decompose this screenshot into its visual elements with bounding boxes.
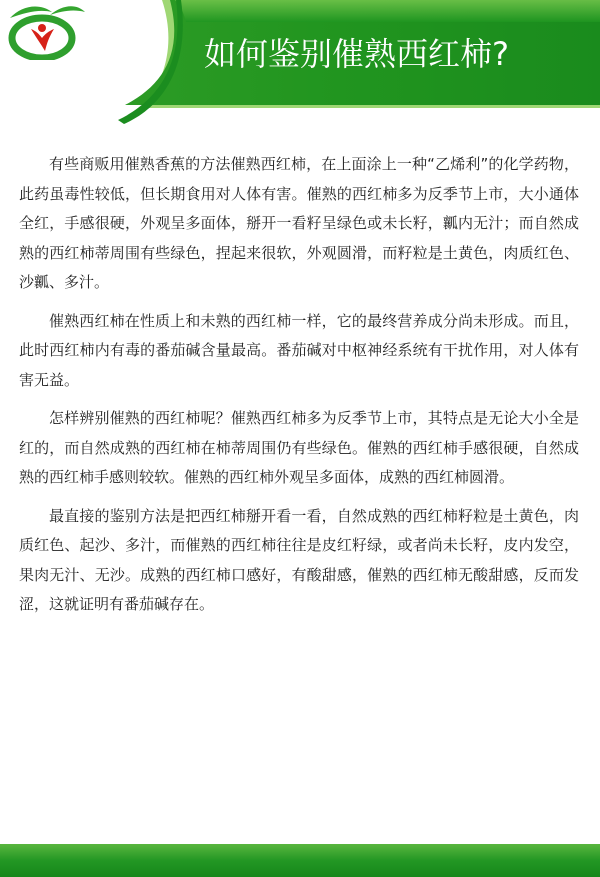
header-highlight	[175, 0, 600, 22]
article-paragraph: 怎样辨别催熟的西红柿呢？催熟西红柿多为反季节上市，其特点是无论大小全是红的，而自然成熟的西红柿在柿蒂周围仍有些绿色。催熟的西红柿手感很硬，自然成熟的西红柿手感则较软。催熟的西红柿外观呈多面体，成熟的西红柿圆滑。	[19, 409, 579, 486]
footer-bar	[0, 844, 600, 877]
article-body	[19, 150, 579, 629]
tomato-leaf-logo-icon	[0, 0, 90, 60]
header-banner	[0, 0, 600, 128]
article-paragraph: 最直接的鉴别方法是把西红柿掰开看一看，自然成熟的西红柿籽粒是土黄色，肉质红色、起沙、多汁，而催熟的西红柿往往是皮红籽绿，或者尚未长籽，皮内发空，果肉无汁、无沙。成熟的西红柿口感好，有酸甜感，催熟的西红柿无酸甜感，反而发涩，这就证明有番茄碱存在。	[19, 506, 579, 613]
page-title: 如何鉴别催熟西红柿?	[204, 35, 509, 73]
article-paragraph: 催熟西红柿在性质上和未熟的西红柿一样，它的最终营养成分尚未形成。而且，此时西红柿内有毒的番茄碱含量最高。番茄碱对中枢神经系统有干扰作用，对人体有害无益。	[19, 311, 579, 389]
article-paragraph: 有些商贩用催熟香蕉的方法催熟西红柿，在上面涂上一种“乙烯利”的化学药物，此药虽毒性较低，但长期食用对人体有害。催熟的西红柿多为反季节上市，大小通体全红，手感很硬，外观呈多面体，掰开一看籽呈绿色或未长籽，瓤内无汁；而自然成熟的西红柿蒂周围有些绿色，捏起来很软，外观圆滑，而籽粒是土黄色，肉质红色、沙瓤、多汁。	[19, 155, 579, 291]
